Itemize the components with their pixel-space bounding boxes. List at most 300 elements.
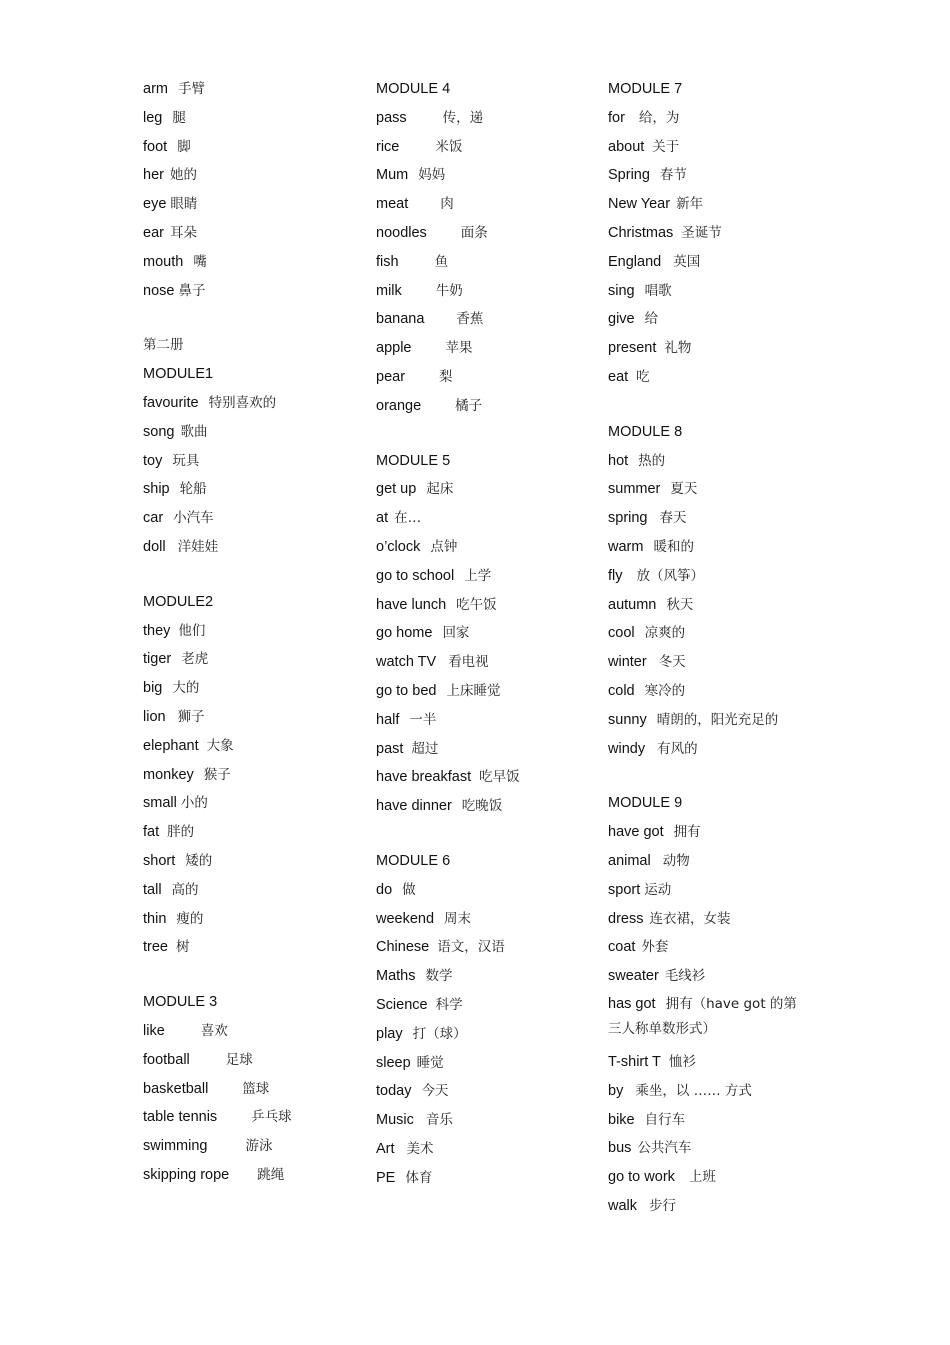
vocab-english: lion	[143, 708, 166, 725]
vocab-chinese: 妈妈	[418, 167, 446, 184]
vocab-entry	[608, 219, 823, 248]
vocab-entry	[608, 818, 823, 847]
vocab-english: animal	[608, 852, 651, 869]
vocab-entry	[143, 761, 358, 790]
vocab-entry	[376, 991, 591, 1020]
vocab-english: coat	[608, 939, 636, 956]
module-heading-text: MODULE 4	[376, 81, 451, 97]
vocab-chinese: 小汽车	[173, 510, 214, 527]
vocab-entry	[143, 219, 358, 248]
vocab-entry	[608, 847, 823, 876]
vocab-entry	[608, 133, 823, 162]
vocab-english: weekend	[376, 910, 435, 927]
vocab-entry	[143, 161, 358, 190]
vocab-entry	[376, 533, 591, 562]
vocab-chinese: 拥有（have got 的第	[665, 995, 797, 1012]
vocab-english: ship	[143, 481, 170, 498]
vocab-english: favourite	[143, 394, 199, 411]
module-heading	[143, 360, 358, 389]
vocab-english: T-shirt T	[608, 1053, 661, 1070]
vocab-chinese: 面条	[460, 224, 488, 241]
vocab-entry	[608, 1134, 823, 1163]
vocab-english: today	[376, 1083, 412, 1100]
vocab-chinese: 矮的	[185, 852, 213, 869]
vocab-english: has got	[608, 995, 656, 1012]
module-heading	[376, 847, 591, 876]
vocab-entry	[376, 248, 591, 277]
vocab-entry	[143, 847, 358, 876]
vocab-english: toy	[143, 452, 163, 469]
vocab-english: table tennis	[143, 1109, 218, 1126]
vocab-english: elephant	[143, 737, 199, 754]
vocab-english: hot	[608, 452, 629, 469]
vocab-entry	[608, 363, 823, 392]
vocab-english: thin	[143, 910, 167, 927]
vocab-entry	[608, 1077, 823, 1106]
vocab-english: play	[376, 1025, 403, 1042]
vocab-english: give	[608, 311, 635, 328]
vocab-entry	[608, 991, 823, 1017]
vocab-english: tree	[143, 939, 168, 956]
vocab-english: banana	[376, 311, 425, 328]
vocab-chinese: 脚	[177, 138, 191, 155]
vocab-entry	[376, 104, 591, 133]
vocab-entry	[143, 447, 358, 476]
vocab-english: arm	[143, 81, 168, 97]
vocab-chinese: 传，递	[442, 109, 484, 126]
vocab-english: Spring	[608, 167, 650, 184]
vocab-entry	[376, 962, 591, 991]
vocab-chinese: 吃晚饭	[461, 798, 503, 815]
vocab-entry	[376, 763, 591, 792]
vocab-chinese: 手臂	[177, 81, 205, 97]
vocab-chinese: 超过	[411, 740, 439, 757]
vocab-chinese: 睡觉	[416, 1054, 444, 1071]
vocab-chinese: 春天	[659, 510, 687, 527]
vocab-entry	[143, 190, 358, 219]
vocab-entry	[376, 1106, 591, 1135]
vocab-entry	[376, 219, 591, 248]
vocab-english: bus	[608, 1140, 632, 1157]
vocab-english: Chinese	[376, 939, 430, 956]
vocab-entry	[376, 1020, 591, 1049]
vocab-chinese: 给，为	[638, 109, 680, 126]
vocab-english: doll	[143, 538, 166, 555]
vocab-chinese: 音乐	[425, 1112, 453, 1129]
vocab-chinese: 新年	[676, 196, 704, 213]
vocab-english: Christmas	[608, 224, 674, 241]
vocab-entry	[376, 1164, 591, 1193]
vocab-chinese: 暖和的	[653, 538, 694, 555]
vocab-chinese: 看电视	[448, 654, 489, 671]
vocab-english: eat	[608, 368, 629, 385]
module-heading	[608, 789, 823, 818]
vocab-english: winter	[608, 654, 647, 671]
vocab-english: half	[376, 711, 400, 728]
vocab-english: foot	[143, 138, 168, 155]
vocab-english: summer	[608, 481, 661, 498]
vocab-entry	[143, 1075, 358, 1104]
module-heading-text: MODULE 3	[143, 994, 218, 1011]
vocab-chinese: 腿	[172, 109, 186, 126]
vocab-chinese: 数学	[425, 968, 453, 985]
vocab-entry	[608, 475, 823, 504]
vocab-english: at	[376, 510, 389, 527]
vocab-english: go to bed	[376, 682, 437, 699]
vocab-entry	[143, 1132, 358, 1161]
module-heading	[376, 447, 591, 476]
vocab-chinese: 外套	[641, 939, 669, 956]
vocab-chinese: 她的	[169, 167, 197, 184]
vocab-entry	[608, 562, 823, 591]
vocab-entry	[608, 876, 823, 905]
vocab-entry	[143, 789, 358, 818]
vocab-chinese: 科学	[435, 996, 463, 1013]
vocab-entry	[376, 648, 591, 677]
vocab-english: have breakfast	[376, 769, 472, 786]
vocab-chinese: 橘子	[455, 397, 483, 414]
vocab-entry	[376, 190, 591, 219]
section-spacer	[608, 392, 823, 418]
vocab-chinese: 放（风筝）	[636, 567, 704, 584]
vocab-chinese: 步行	[649, 1197, 677, 1214]
vocab-chinese: 肉	[440, 196, 454, 213]
vocab-english: tall	[143, 881, 162, 898]
vocab-chinese: 点钟	[430, 538, 458, 555]
vocab-chinese: 寒冷的	[644, 682, 686, 699]
vocab-chinese: 狮子	[177, 708, 205, 725]
vocab-entry	[608, 591, 823, 620]
vocab-chinese: 圣诞节	[681, 224, 722, 241]
vocab-english: small	[143, 795, 177, 812]
vocab-chinese: 米饭	[435, 138, 463, 155]
vocab-english: dress	[608, 910, 644, 927]
module-heading-text: MODULE 8	[608, 423, 683, 440]
vocab-chinese: 香蕉	[456, 311, 484, 328]
vocab-chinese: 凉爽的	[644, 625, 686, 642]
vocab-english: by	[608, 1082, 624, 1099]
vocab-chinese: 上学	[464, 567, 492, 584]
vocab-english: monkey	[143, 766, 194, 783]
section-spacer	[376, 821, 591, 847]
vocab-chinese: 美术	[406, 1140, 434, 1157]
vocab-entry	[376, 876, 591, 905]
vocab-entry	[376, 677, 591, 706]
vocab-entry	[376, 933, 591, 962]
vocab-english: car	[143, 510, 164, 527]
vocab-english: sweater	[608, 968, 659, 985]
vocab-entry	[376, 161, 591, 190]
vocab-english: cool	[608, 625, 635, 642]
vocab-english: watch TV	[376, 654, 437, 671]
vocab-entry	[608, 190, 823, 219]
vocab-chinese: 做	[402, 881, 416, 898]
vocab-english: spring	[608, 510, 648, 527]
vocab-english: have got	[608, 824, 664, 841]
vocab-chinese: 语文，汉语	[437, 939, 505, 956]
section-spacer	[608, 763, 823, 789]
vocab-entry	[143, 104, 358, 133]
vocab-chinese: 春节	[659, 167, 687, 184]
vocab-chinese: 猴子	[203, 766, 231, 783]
vocab-english: go to school	[376, 567, 455, 584]
vocab-english: like	[143, 1022, 165, 1039]
vocab-entry	[143, 1161, 358, 1190]
vocab-entry	[608, 248, 823, 277]
vocab-english: England	[608, 253, 662, 270]
vocab-chinese: 他们	[178, 622, 206, 639]
vocab-entry	[143, 418, 358, 447]
vocab-entry	[608, 677, 823, 706]
vocab-entry	[376, 363, 591, 392]
vocab-entry	[143, 818, 358, 847]
vocab-entry	[143, 876, 358, 905]
module-heading-text: MODULE 6	[376, 852, 451, 869]
vocab-chinese: 瘦的	[176, 910, 204, 927]
vocab-chinese: 毛线衫	[664, 968, 706, 985]
vocab-chinese: 秋天	[666, 596, 694, 613]
vocab-english: skipping rope	[143, 1166, 230, 1183]
vocab-continuation	[608, 1017, 823, 1048]
vocab-chinese: 恤衫	[668, 1053, 696, 1070]
vocab-chinese: 苹果	[445, 340, 473, 357]
vocab-english: do	[376, 881, 393, 898]
vocab-chinese: 吃午饭	[456, 596, 497, 613]
vocab-entry	[608, 1048, 823, 1077]
module-heading	[143, 588, 358, 617]
vocab-chinese: 自行车	[644, 1111, 686, 1128]
vocab-english: ear	[143, 224, 164, 241]
vocab-entry	[376, 504, 591, 533]
vocab-english: meat	[376, 196, 409, 213]
vocab-chinese: 大的	[172, 680, 200, 697]
vocab-english: Mum	[376, 167, 409, 184]
vocab-english: leg	[143, 109, 163, 126]
vocab-english: mouth	[143, 253, 184, 270]
vocab-entry	[143, 1017, 358, 1046]
vocab-english: short	[143, 852, 176, 869]
vocab-chinese: 吃早饭	[479, 769, 520, 786]
vocab-english: fat	[143, 824, 160, 841]
vocab-entry	[376, 792, 591, 821]
vocab-entry	[143, 933, 358, 962]
vocab-english: sing	[608, 282, 635, 299]
vocab-english: apple	[376, 340, 412, 357]
vocab-english: walk	[608, 1197, 638, 1214]
vocab-english: cold	[608, 682, 635, 699]
vocab-entry	[143, 1046, 358, 1075]
vocab-chinese: 今天	[421, 1083, 449, 1100]
vocab-chinese: 特别喜欢的	[208, 394, 277, 411]
vocab-english: football	[143, 1051, 190, 1068]
vocab-english: fly	[608, 567, 623, 584]
vocab-english: Maths	[376, 968, 416, 985]
vocab-chinese: 吃	[636, 368, 650, 385]
vocab-english: New Year	[608, 196, 671, 213]
vocab-english: get up	[376, 481, 417, 498]
vocab-entry	[376, 591, 591, 620]
vocab-entry	[608, 277, 823, 306]
vocab-english: present	[608, 340, 657, 357]
section-spacer	[376, 421, 591, 447]
vocab-entry	[608, 1163, 823, 1192]
vocab-entry	[376, 619, 591, 648]
vocab-english: Music	[376, 1112, 414, 1129]
vocab-entry	[376, 1049, 591, 1078]
vocab-english: pear	[376, 368, 406, 385]
module-heading-text: MODULE 9	[608, 795, 683, 812]
vocab-entry	[376, 1077, 591, 1106]
vocab-chinese: 老虎	[181, 651, 209, 668]
vocab-english: her	[143, 167, 164, 184]
vocab-entry	[143, 75, 358, 104]
module-heading	[608, 75, 823, 104]
vocab-chinese: 英国	[673, 253, 701, 270]
vocab-english: bike	[608, 1111, 635, 1128]
vocab-entry	[608, 735, 823, 764]
vocab-entry	[143, 674, 358, 703]
vocab-english: eye	[143, 196, 167, 213]
vocab-chinese: 乘坐，以 …… 方式	[635, 1082, 752, 1099]
vocab-entry	[608, 334, 823, 363]
section-spacer	[143, 305, 358, 331]
vocab-chinese: 嘴	[193, 253, 207, 270]
vocab-chinese: 上床睡觉	[446, 682, 501, 699]
vocab-chinese: 有风的	[657, 740, 698, 757]
vocab-chinese: 喜欢	[200, 1022, 228, 1039]
vocab-entry	[608, 447, 823, 476]
vocab-english: Art	[376, 1140, 395, 1157]
section-spacer	[143, 962, 358, 988]
vocab-entry	[143, 732, 358, 761]
vocab-chinese: 树	[176, 939, 190, 956]
vocab-english: rice	[376, 138, 400, 155]
module-heading-text: MODULE 7	[608, 81, 683, 97]
vocab-chinese: 牛奶	[435, 282, 463, 299]
vocab-chinese: 歌曲	[180, 423, 208, 440]
vocab-chinese: 唱歌	[644, 282, 672, 299]
vocab-entry	[608, 962, 823, 991]
vocab-english: they	[143, 622, 171, 639]
vocab-english: sport	[608, 881, 641, 898]
vocab-chinese: 耳朵	[169, 224, 197, 241]
vocab-entry	[143, 389, 358, 418]
vocab-entry	[143, 1103, 358, 1132]
vocab-chinese: 鱼	[434, 253, 449, 270]
vocab-entry	[376, 475, 591, 504]
vocab-entry	[608, 706, 823, 735]
vocab-entry	[143, 133, 358, 162]
vocab-chinese: 梨	[439, 368, 453, 385]
vocab-entry	[143, 475, 358, 504]
vocab-entry	[143, 277, 358, 306]
vocab-english: Science	[376, 996, 428, 1013]
vocab-column-3	[608, 75, 823, 1221]
vocab-chinese: 夏天	[670, 481, 698, 498]
vocab-chinese: 在…	[394, 510, 422, 527]
vocab-english: tiger	[143, 651, 172, 668]
vocab-entry	[608, 619, 823, 648]
vocab-chinese: 拥有	[673, 824, 701, 841]
vocab-entry	[608, 504, 823, 533]
vocab-entry	[376, 706, 591, 735]
vocab-english: fish	[376, 253, 399, 270]
vocab-column-2	[376, 75, 591, 1192]
vocab-entry	[376, 133, 591, 162]
vocab-chinese: 冬天	[658, 654, 686, 671]
vocab-chinese: 轮船	[179, 481, 207, 498]
vocab-entry	[608, 104, 823, 133]
vocab-entry	[608, 905, 823, 934]
vocab-english: PE	[376, 1169, 396, 1186]
vocab-chinese: 上班	[688, 1169, 716, 1186]
module-heading-text: MODULE 5	[376, 452, 451, 469]
vocab-english: noodles	[376, 224, 427, 241]
vocab-chinese: 高的	[171, 881, 199, 898]
vocab-chinese: 足球	[225, 1051, 253, 1068]
vocab-english: song	[143, 423, 175, 440]
vocab-chinese: 运动	[644, 881, 672, 898]
vocab-chinese: 大象	[206, 737, 234, 754]
vocab-column-1	[143, 75, 358, 1190]
vocab-chinese: 关于	[652, 138, 680, 155]
vocab-english: windy	[608, 740, 646, 757]
vocab-chinese: 乒乓球	[251, 1109, 292, 1126]
vocab-chinese: 眼睛	[170, 196, 198, 213]
vocab-chinese: 礼物	[664, 340, 692, 357]
vocab-entry	[143, 617, 358, 646]
vocab-entry	[608, 1192, 823, 1221]
vocab-chinese: 小的	[180, 795, 208, 812]
vocab-chinese: 回家	[442, 625, 470, 642]
vocab-chinese: 跳绳	[257, 1166, 285, 1183]
vocab-english: sleep	[376, 1054, 411, 1071]
vocab-entry	[143, 645, 358, 674]
vocab-english: sunny	[608, 711, 647, 728]
vocab-chinese: 游泳	[245, 1138, 273, 1155]
vocab-english: big	[143, 680, 163, 697]
vocab-chinese: 动物	[662, 852, 690, 869]
vocab-english: autumn	[608, 596, 657, 613]
vocab-chinese: 给	[644, 311, 659, 328]
vocab-entry	[376, 905, 591, 934]
vocab-chinese: 体育	[405, 1169, 433, 1186]
vocab-chinese: 晴朗的，阳光充足的	[656, 711, 779, 728]
vocab-english: have lunch	[376, 596, 447, 613]
vocab-entry	[376, 305, 591, 334]
vocab-english: have dinner	[376, 798, 452, 815]
module-heading-text: 第二册	[143, 337, 184, 354]
vocab-chinese: 玩具	[172, 452, 200, 469]
vocab-entry	[143, 248, 358, 277]
module-heading-text: MODULE1	[143, 366, 214, 383]
vocab-entry	[376, 1135, 591, 1164]
vocab-entry	[143, 504, 358, 533]
vocab-english: basketball	[143, 1080, 209, 1097]
vocab-entry	[608, 533, 823, 562]
vocab-entry	[608, 1106, 823, 1135]
module-heading	[608, 418, 823, 447]
vocab-chinese: 洋娃娃	[177, 538, 219, 555]
vocab-chinese: 周末	[444, 910, 472, 927]
vocab-entry	[376, 562, 591, 591]
vocab-chinese: 热的	[638, 452, 666, 469]
vocab-entry	[376, 277, 591, 306]
vocab-english: swimming	[143, 1138, 208, 1155]
module-heading	[376, 75, 591, 104]
vocab-chinese: 公共汽车	[637, 1140, 692, 1157]
vocab-chinese: 打（球）	[412, 1025, 467, 1042]
